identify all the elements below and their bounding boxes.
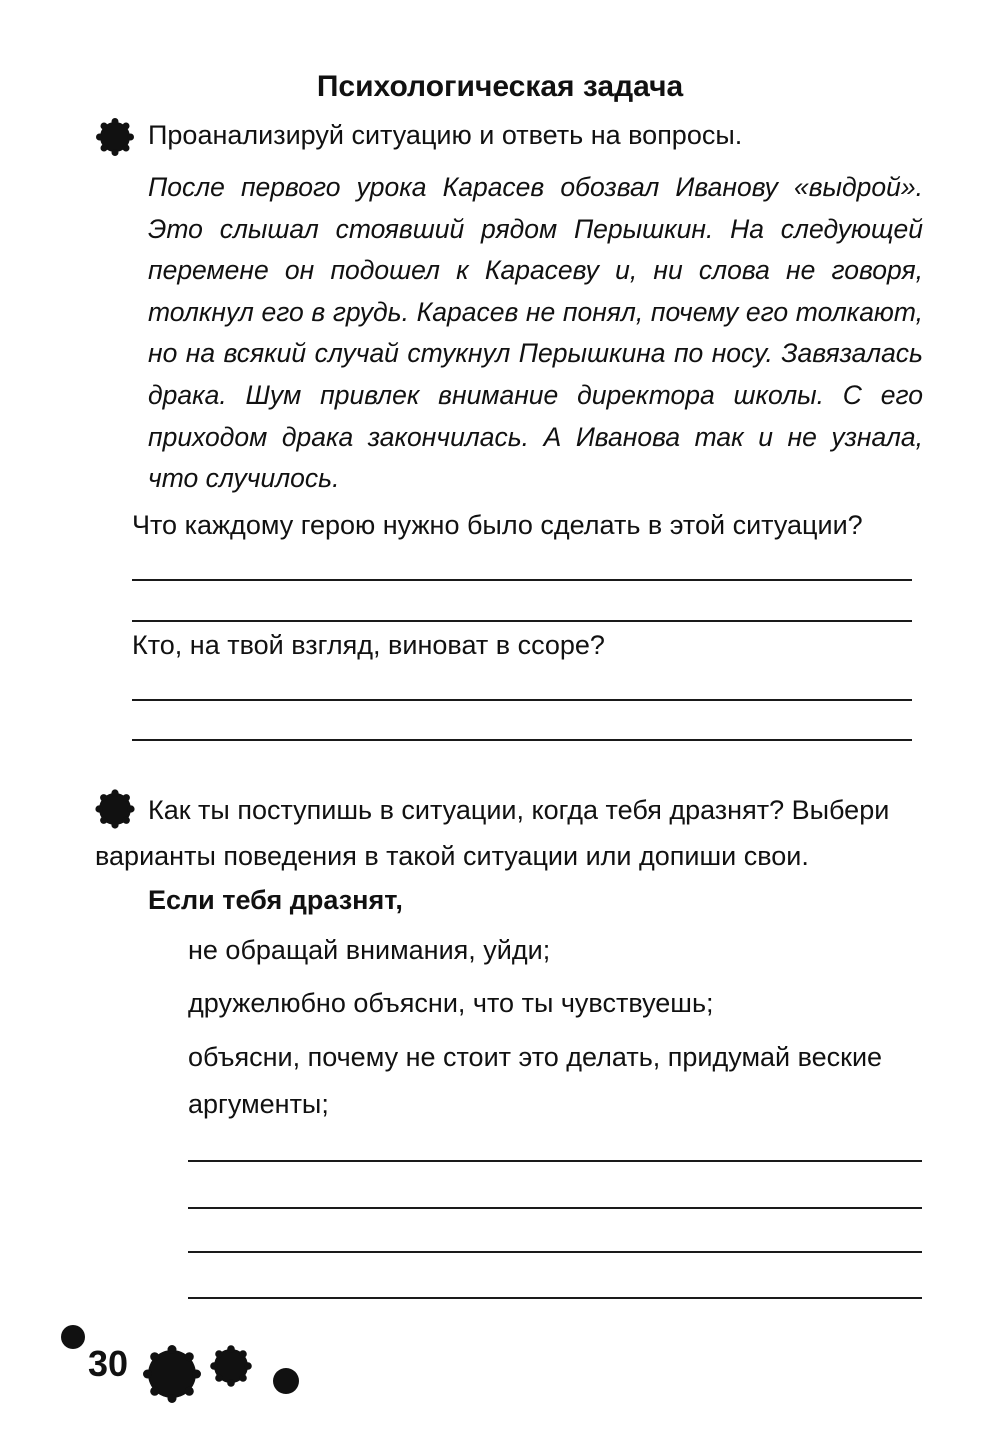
- answer-line-4[interactable]: [132, 739, 912, 741]
- flower-bullet-icon: [96, 118, 134, 156]
- option-item: не обращай внимания, уйди;: [188, 935, 551, 965]
- answer-line-1[interactable]: [132, 579, 912, 581]
- answer-line-3[interactable]: [132, 699, 912, 701]
- question-1: Что каждому герою нужно было сделать в этой ситуации?: [132, 510, 863, 540]
- answer-line-8[interactable]: [188, 1297, 922, 1299]
- flower-decoration-icon: [143, 1345, 201, 1403]
- dot-decoration-icon: [58, 1322, 88, 1352]
- task2-heading: Если тебя дразнят,: [148, 885, 403, 915]
- flower-decoration-icon: [210, 1345, 252, 1387]
- answer-line-2[interactable]: [132, 620, 912, 622]
- answer-line-7[interactable]: [188, 1251, 922, 1253]
- page-number: 30: [88, 1343, 129, 1384]
- answer-line-5[interactable]: [188, 1160, 922, 1162]
- dot-decoration-icon: [271, 1366, 301, 1396]
- task1-instruction: Проанализируй ситуацию и ответь на вопросы.: [148, 120, 743, 150]
- task2-instruction-line2: варианты поведения в такой ситуации или допиши свои.: [95, 841, 809, 871]
- option-item: аргументы;: [188, 1089, 329, 1119]
- page-title: Психологическая задача: [316, 70, 684, 103]
- task2-instruction-line1: Как ты поступишь в ситуации, когда тебя дразнят? Выбери: [148, 795, 890, 825]
- flower-bullet-icon: [95, 789, 135, 829]
- question-2: Кто, на твой взгляд, виноват в ссоре?: [132, 630, 605, 660]
- story-text: После первого урока Карасев обозвал Иванову «выдрой». Это слышал стоявший рядом Перышкин. На следующей перемене он подошел к Карасеву и, ни слова не говоря, толкнул его в грудь. Карасев не понял, почему его толкают, но на всякий случай стукнул Перышкина по носу. Завязалась драка. Шум привлек внимание директора школы. С его приходом драка закончилась. А Иванова так и не узнала, что случилось.: [148, 172, 923, 494]
- answer-line-6[interactable]: [188, 1207, 922, 1209]
- option-item: дружелюбно объясни, что ты чувствуешь;: [188, 988, 714, 1018]
- option-item: объясни, почему не стоит это делать, придумай веские: [188, 1042, 883, 1072]
